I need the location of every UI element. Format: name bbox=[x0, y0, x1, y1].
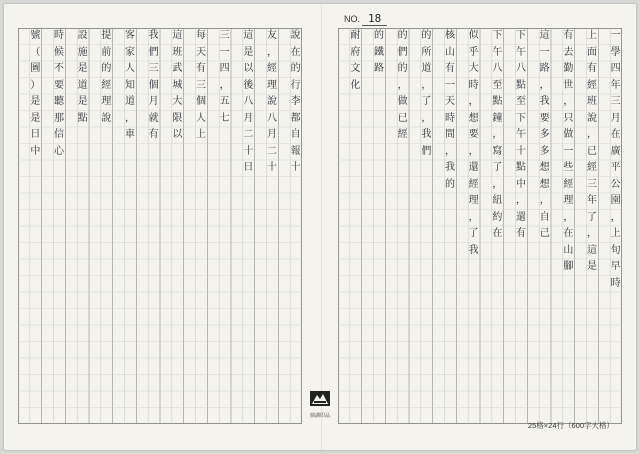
right-page-column-4: 這 一 路 ， 我 要 多 多 想 想 ， 自 己 bbox=[539, 30, 550, 239]
right-manuscript-page bbox=[338, 28, 622, 424]
page-number-prefix: NO. bbox=[344, 14, 361, 24]
footer-spec: 25格×24行（600字大格） bbox=[527, 421, 614, 430]
left-manuscript-page bbox=[18, 28, 302, 424]
left-page-column-10: 設 施 是 道 是 點 bbox=[77, 30, 88, 124]
manuscript-sheet bbox=[4, 4, 636, 450]
left-page-column-1: 說 在 的 行 李 都 自 報 十 bbox=[290, 30, 301, 173]
left-page-column-5: 每 天 有 三 個 人 上 bbox=[196, 30, 206, 140]
left-page-column-11: 時 候 不 要 聽 那 信 心 bbox=[54, 30, 64, 157]
right-page-column-3: 有 去 勤 世 ， 只 做 一 些 經 理 ， 在 山 腳 bbox=[563, 30, 574, 272]
right-page-column-2: 上 面 有 經 班 說 ， 已 經 三 年 了 ， 這 是 bbox=[587, 30, 597, 272]
right-page-column-12: 耐 府 文 化 bbox=[350, 30, 361, 91]
center-fold bbox=[321, 4, 322, 450]
right-page-column-6: 下 午 八 至 點 鐘 ， 寫 了 ， 紐 約 在 bbox=[492, 30, 503, 239]
publisher-logo bbox=[306, 388, 334, 419]
page-number bbox=[344, 12, 387, 25]
left-page-column-2: 友 ， 經 理 說 八 月 二 十 bbox=[267, 30, 277, 173]
left-page-column-9: 提 前 的 經 理 說 bbox=[101, 30, 112, 124]
right-page-column-7: 似 乎 大 時 ， 想 要 ， 還 經 理 ， 了 我 bbox=[468, 30, 479, 256]
left-page-column-6: 這 班 武 城 大 限 以 bbox=[172, 30, 183, 140]
publisher-name: 鼎湖印品 bbox=[309, 413, 330, 419]
left-page-column-12: 號 （ 圖 ） 是 是 日 中 bbox=[30, 30, 41, 157]
right-page-column-5: 下 午 八 點 至 下 午 十 點 中 ， 還 有 bbox=[516, 30, 526, 239]
mountain-logo-icon bbox=[308, 388, 332, 408]
right-page-column-11: 的 鐵 路 bbox=[374, 30, 384, 74]
left-page-column-4: 三 一 四 ， 五 七 bbox=[219, 30, 230, 124]
left-page-column-3: 這 是 以 後 八 月 二 十 日 bbox=[243, 30, 254, 173]
right-page-column-9: 的 所 道 ， 了 ， 我 們 bbox=[421, 30, 432, 157]
left-page-column-8: 客 家 人 知 道 ， 車 bbox=[125, 30, 135, 140]
right-page-column-1: 一 學 四 年 三 月 在 廣 平 公 園 ， 上 旬 早 時 bbox=[610, 30, 621, 289]
left-page-column-7: 我 們 三 個 月 就 有 bbox=[148, 30, 159, 140]
right-page-column-8: 核 山 有 一 天 時 間 ， 我 的 bbox=[445, 30, 455, 190]
right-page-column-10: 的 們 的 ， 做 已 經 bbox=[397, 30, 408, 140]
page-number-value: 18 bbox=[362, 12, 387, 26]
